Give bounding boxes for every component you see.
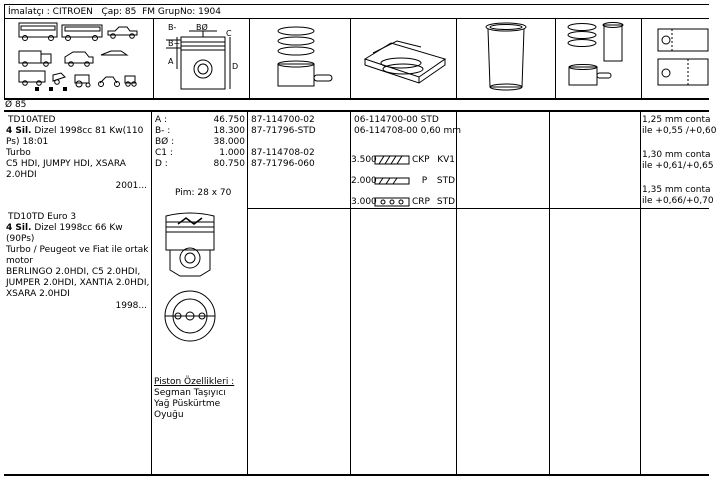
group-label: FM GrupNo: 1904 <box>142 7 222 17</box>
dimension-label: BØ : <box>155 137 175 147</box>
ring-part-number: 06-114700-00 STD <box>354 115 439 125</box>
vehicles-cell <box>4 19 153 98</box>
ring-spec-list <box>351 153 455 209</box>
piston-rings-pin-cell <box>249 19 350 98</box>
piston-feature: Segman Taşıyıcı <box>154 388 226 398</box>
engine-desc-line: Ps) 18:01 <box>6 137 49 147</box>
vehicles-icon <box>5 19 152 97</box>
ring-box-cell <box>350 19 456 98</box>
engine-block-icon <box>642 19 709 97</box>
dimension-row <box>155 126 245 137</box>
dimension-value: 80.750 <box>213 159 245 169</box>
dimension-label: C1 : <box>155 148 173 158</box>
ring-set-box-icon <box>351 19 455 97</box>
dimension-value: 1.000 <box>219 148 245 158</box>
piston-features <box>154 377 234 421</box>
ring-width: 3.500 <box>351 154 377 165</box>
liner-note-line: 1,30 mm conta <box>642 150 711 160</box>
diagram-label-b-dia: BØ <box>196 23 208 32</box>
dimension-row <box>155 159 245 170</box>
engine-models: BERLINGO 2.0HDI, C5 2.0HDI, <box>6 267 141 277</box>
piston-part-number: 87-71796-060 <box>251 159 315 169</box>
engine-spec <box>6 126 150 137</box>
engine-desc-line: Turbo <box>6 148 31 158</box>
ring-spec-row <box>351 174 455 188</box>
divider <box>640 112 641 476</box>
bore-label: Çap: 85 <box>101 7 137 17</box>
ring-spec-row <box>351 195 455 209</box>
ring-type: CKP <box>412 154 430 165</box>
engine-block-cell <box>641 19 709 98</box>
piston-part-number: 87-114700-02 <box>251 115 315 125</box>
ring-width: 2.000 <box>351 175 377 186</box>
dimension-diagram-cell <box>153 19 249 98</box>
engine-code: TD10ATED <box>8 115 56 125</box>
dimension-row <box>155 148 245 159</box>
liner-cell <box>456 19 555 98</box>
engine-models: JUMPER 2.0HDI, XANTIA 2.0HDI, <box>6 278 150 288</box>
engine-desc: Dizel 1998cc 66 Kw <box>34 223 123 233</box>
liner-note-line: ile +0,61/+0,65 <box>642 161 714 171</box>
ring-spec: STD <box>436 175 455 186</box>
ring-width: 3.000 <box>351 196 377 207</box>
piston-top-drawing <box>162 288 218 344</box>
pin-size: Pim: 28 x 70 <box>175 188 232 198</box>
engine-code: TD10TD Euro 3 <box>8 212 77 222</box>
dimension-value: 18.300 <box>213 126 245 136</box>
liner-note-line: ile +0,55 /+0,60 <box>642 126 716 136</box>
ring-type: P <box>421 175 428 186</box>
cylinder-liner-icon <box>457 19 554 97</box>
engine-desc-line: Turbo / Peugeot ve Fiat ile ortak <box>6 245 149 255</box>
ring-part-number: 06-114708-00 0,60 mm <box>354 126 462 136</box>
engine-models: XSARA 2.0HDI <box>6 289 70 299</box>
liner-note-line: 1,35 mm conta <box>642 185 711 195</box>
piston-part-number: 87-71796-STD <box>251 126 316 136</box>
catalog-header <box>4 4 709 19</box>
dimension-label: D : <box>155 159 168 169</box>
dimension-row <box>155 137 245 148</box>
ring-type: CRP <box>412 196 430 207</box>
piston-part-number: 87-114708-02 <box>251 148 315 158</box>
ring-spec-row <box>351 153 455 167</box>
dimension-row <box>155 115 245 126</box>
liner-note-line: ile +0,66/+0,70 <box>642 196 714 206</box>
ring-profile-icon <box>374 197 410 207</box>
kit-icon <box>556 19 640 97</box>
diagram-label-b-minus: B- <box>168 23 177 32</box>
engine-desc: Dizel 1998cc 81 Kw(110 <box>34 126 144 136</box>
engine-models: 2.0HDI <box>6 170 37 180</box>
piston-feature: Yağ Püskürtme <box>154 399 221 409</box>
image-row <box>4 19 709 98</box>
row-divider <box>247 208 709 209</box>
divider <box>151 112 152 476</box>
ring-spec: KV1 <box>437 154 455 165</box>
manufacturer-label: İmalatçı : CITROEN <box>8 7 93 17</box>
diameter-row <box>4 98 709 112</box>
ring-part-list <box>354 115 461 137</box>
diameter-label: Ø 85 <box>5 100 27 110</box>
diagram-label-d: D <box>232 62 239 71</box>
engine-entry <box>6 212 150 312</box>
kit-cell <box>555 19 641 98</box>
divider <box>549 112 550 476</box>
dimension-label: A : <box>155 115 168 125</box>
ring-spec: STD <box>436 196 455 207</box>
ring-profile-icon <box>374 155 410 165</box>
liner-note-line: 1,25 mm conta <box>642 115 711 125</box>
piston-part-list <box>251 115 316 170</box>
engine-year: 1998... <box>115 301 147 311</box>
dimension-value: 46.750 <box>213 115 245 125</box>
piston-features-title: Piston Özellikleri : <box>154 377 235 387</box>
divider <box>247 112 248 476</box>
cylinder-count: 4 Sil. <box>6 223 32 233</box>
diagram-label-a: A <box>168 57 174 66</box>
engine-year: 2001... <box>115 181 147 191</box>
engine-models: C5 HDI, JUMPY HDI, XSARA <box>6 159 126 169</box>
engine-spec <box>6 223 150 234</box>
dimensions-list <box>155 115 245 170</box>
diagram-label-c: C <box>226 29 232 38</box>
piston-feature: Oyuğu <box>154 410 184 420</box>
piston-dimension-diagram-icon <box>154 19 248 97</box>
bottom-border <box>4 474 709 476</box>
dimension-value: 38.000 <box>213 137 245 147</box>
diagram-label-b-plus: B+ <box>168 39 181 48</box>
engine-entry <box>6 115 150 192</box>
engine-desc-line: (90Ps) <box>6 234 35 244</box>
divider <box>456 112 457 476</box>
piston-side-drawing <box>160 210 220 280</box>
engine-desc-line: motor <box>6 256 34 266</box>
cylinder-count: 4 Sil. <box>6 126 32 136</box>
piston-rings-pin-icon <box>250 19 349 97</box>
dimension-label: B- : <box>155 126 171 136</box>
liner-notes <box>642 115 716 207</box>
ring-profile-icon <box>374 176 410 186</box>
